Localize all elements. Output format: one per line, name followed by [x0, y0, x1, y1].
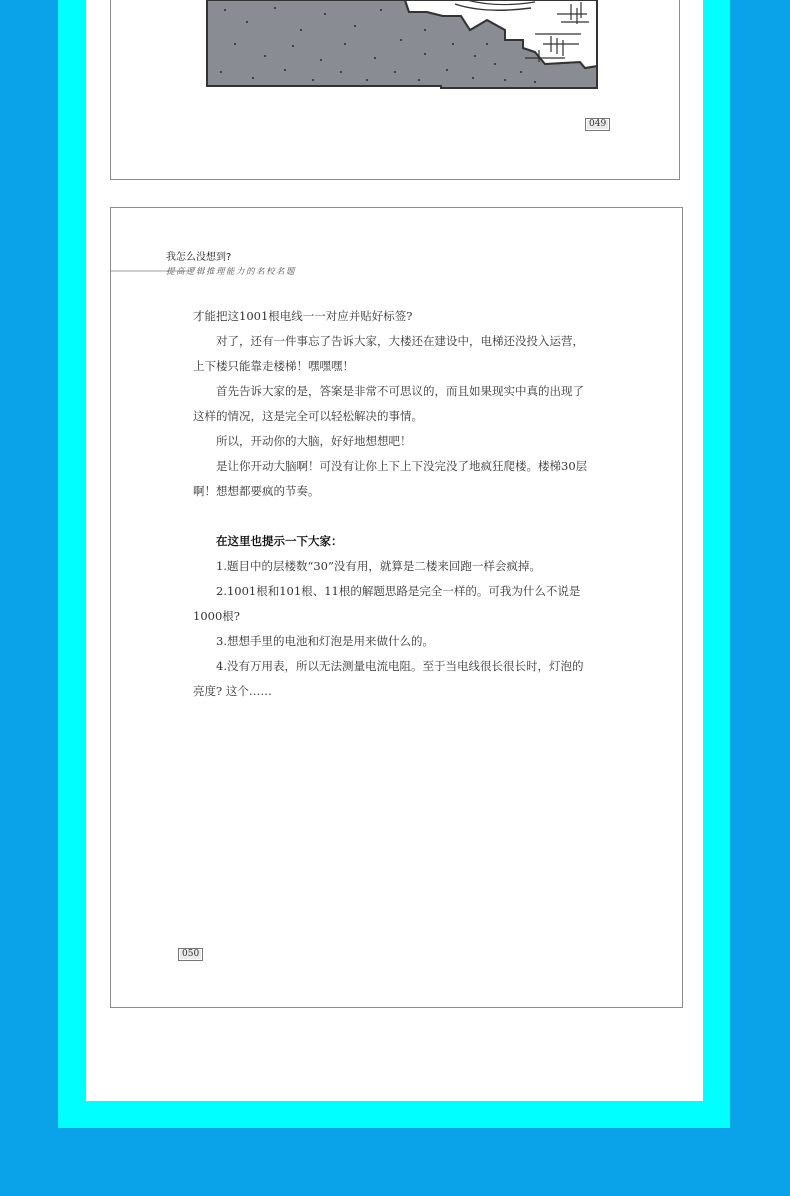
- page-body: [193, 304, 593, 704]
- page-number: 049: [585, 118, 610, 131]
- running-subtitle: 提高逻辑推理能力的名校名题: [166, 267, 297, 277]
- hint-heading: 在这里也提示一下大家：: [216, 534, 343, 548]
- hint-item: 2.1001根和101根、11根的解题思路是完全一样的。可我为什么不说是1000根?: [193, 584, 581, 623]
- book-page-049: [110, 0, 680, 180]
- comic-illustration: [205, 0, 605, 92]
- page-number: 050: [178, 948, 203, 961]
- paragraph: 对了，还有一件事忘了告诉大家，大楼还在建设中，电梯还没投入运营，上下楼只能靠走楼梯！嘿嘿嘿！: [193, 334, 584, 373]
- hint-item: 1.题目中的层楼数“30”没有用，就算是二楼来回跑一样会疯掉。: [216, 559, 541, 573]
- paragraph: 所以，开动你的大脑，好好地想想吧！: [216, 434, 412, 448]
- paragraph: 首先告诉大家的是，答案是非常不可思议的，而且如果现实中真的出现了这样的情况，这是完全可以轻松解决的事情。: [193, 384, 584, 423]
- hint-item: 4.没有万用表，所以无法测量电流电阻。至于当电线很长很长时，灯泡的亮度? 这个……: [193, 659, 584, 698]
- paragraph: 是让你开动大脑啊！可没有让你上下上下没完没了地疯狂爬楼。楼梯30层啊！想想都要疯的节奏。: [193, 459, 588, 498]
- book-page-050: [110, 207, 683, 1008]
- paragraph: 才能把这1001根电线一一对应并贴好标签?: [193, 309, 413, 323]
- hint-item: 3.想想手里的电池和灯泡是用来做什么的。: [216, 634, 434, 648]
- running-title: 我怎么没想到?: [166, 252, 232, 263]
- spacer: [193, 504, 593, 529]
